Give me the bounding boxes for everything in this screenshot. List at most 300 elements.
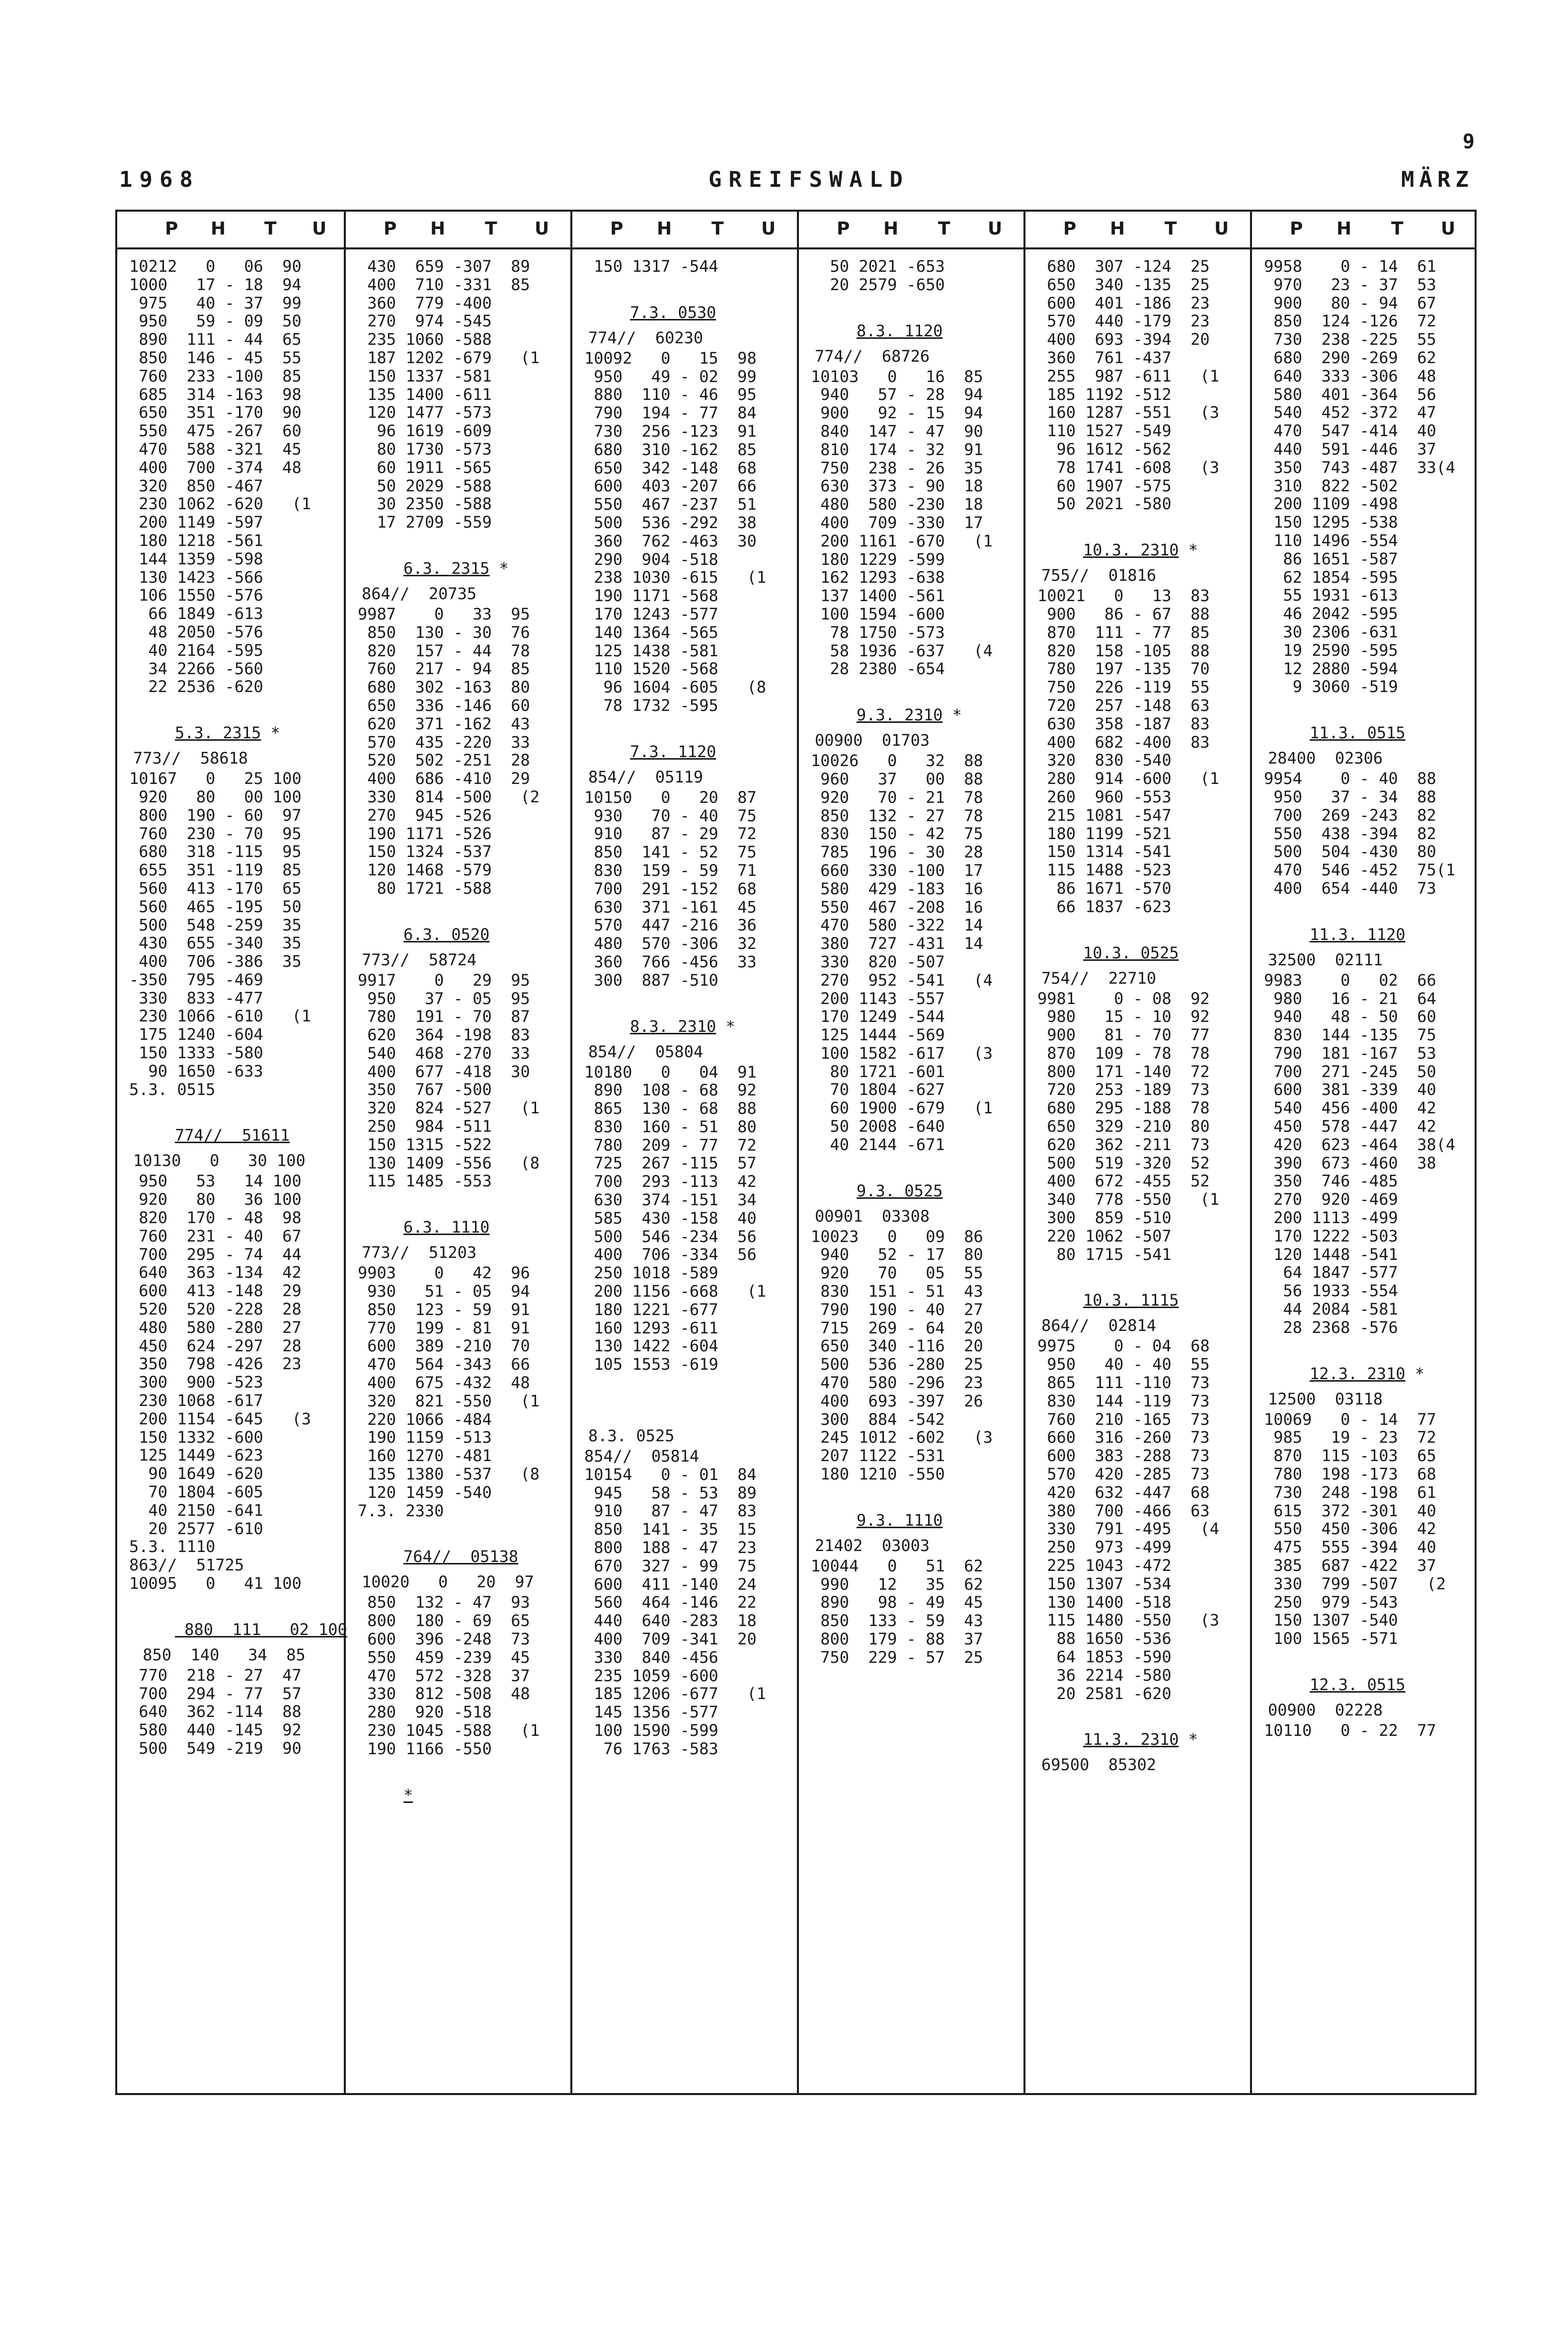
data-row: 350 767 -500 bbox=[358, 1080, 492, 1099]
data-row: 280 914 -600 (1 bbox=[1037, 769, 1220, 788]
data-row: 780 197 -135 70 bbox=[1037, 659, 1210, 679]
data-row: 960 37 00 88 bbox=[811, 769, 983, 788]
data-row: 60 1907 -575 bbox=[1037, 476, 1172, 495]
table-column bbox=[1023, 212, 1250, 2093]
station-date-line bbox=[811, 1177, 1019, 1205]
data-row: 187 1202 -679 (1 bbox=[358, 348, 540, 367]
station-date: 764// 05138 bbox=[403, 1547, 519, 1566]
data-row: 540 452 -372 47 bbox=[1264, 403, 1436, 422]
page-number: 9 bbox=[1463, 130, 1475, 153]
station-date: 11.3. 0515 bbox=[1310, 723, 1406, 743]
data-row: 950 37 - 05 95 bbox=[358, 989, 530, 1008]
data-row: 750 238 - 26 35 bbox=[811, 458, 983, 477]
data-row: 400 710 -331 85 bbox=[358, 275, 530, 294]
data-row: 854// 05814 bbox=[584, 1447, 700, 1466]
data-row: 380 700 -466 63 bbox=[1037, 1501, 1210, 1520]
data-row: 820 157 - 44 78 bbox=[358, 641, 530, 660]
column-label-p: P bbox=[384, 219, 397, 239]
station-code: 69500 85302 bbox=[1041, 1755, 1157, 1775]
data-row: 360 761 -437 bbox=[1037, 348, 1172, 367]
station-date: 9.3. 1110 bbox=[857, 1510, 943, 1530]
data-row: 600 401 -186 23 bbox=[1037, 293, 1210, 312]
data-row: 790 181 -167 53 bbox=[1264, 1043, 1436, 1063]
data-row: 150 1332 -600 bbox=[129, 1427, 263, 1447]
column-label-h: H bbox=[1336, 219, 1352, 239]
column-label-u: U bbox=[761, 219, 776, 239]
data-row: 400 700 -374 48 bbox=[129, 458, 302, 477]
data-row: 870 111 - 77 85 bbox=[1037, 623, 1210, 642]
data-row: 230 1062 -620 (1 bbox=[129, 494, 312, 514]
data-row: 540 468 -270 33 bbox=[358, 1043, 530, 1063]
data-row: 9917 0 29 95 bbox=[358, 970, 530, 990]
data-row: 640 362 -114 88 bbox=[129, 1702, 302, 1721]
data-row: 800 171 -140 72 bbox=[1037, 1062, 1210, 1081]
data-row: 400 693 -397 26 bbox=[811, 1391, 983, 1410]
data-row: 9954 0 - 40 88 bbox=[1264, 769, 1436, 788]
data-row: 890 98 - 49 45 bbox=[811, 1593, 983, 1612]
data-row: 950 37 - 34 88 bbox=[1264, 787, 1436, 806]
data-row: 135 1380 -537 (8 bbox=[358, 1465, 540, 1484]
data-row: 360 779 -400 bbox=[358, 293, 492, 312]
data-row: 700 291 -152 68 bbox=[584, 879, 757, 898]
table-column bbox=[117, 212, 347, 2093]
data-row: 86 1651 -587 bbox=[1264, 549, 1398, 568]
station-date-line bbox=[358, 1213, 566, 1241]
data-row: 10069 0 - 14 77 bbox=[1264, 1409, 1436, 1429]
data-row: 120 1468 -579 bbox=[358, 860, 492, 880]
data-row: 78 1750 -573 bbox=[811, 623, 945, 642]
data-row: 650 340 -116 20 bbox=[811, 1336, 983, 1356]
station-date-line bbox=[129, 719, 340, 747]
data-row: 144 1359 -598 bbox=[129, 549, 263, 568]
data-row: 330 840 -456 bbox=[584, 1647, 718, 1667]
data-row: 685 314 -163 98 bbox=[129, 385, 302, 404]
station-date-line bbox=[129, 1616, 347, 1643]
data-row: 150 1315 -522 bbox=[358, 1135, 492, 1154]
data-row: 870 109 - 78 78 bbox=[1037, 1043, 1210, 1063]
data-row: 750 226 -119 55 bbox=[1037, 678, 1210, 697]
data-row: 400 654 -440 73 bbox=[1264, 878, 1436, 898]
data-row: 70 1804 -627 bbox=[811, 1080, 945, 1099]
station-date-line bbox=[129, 1121, 340, 1149]
table-column bbox=[344, 212, 570, 2093]
data-row: 9903 0 42 96 bbox=[358, 1263, 530, 1283]
data-row: 5.3. 0515 bbox=[129, 1080, 216, 1099]
data-row: 125 1438 -581 bbox=[584, 641, 718, 660]
station-date: 9.3. 0525 bbox=[857, 1181, 943, 1200]
data-row: 550 459 -239 45 bbox=[358, 1647, 530, 1667]
station-date-line bbox=[358, 1543, 566, 1570]
data-row: 140 1364 -565 bbox=[584, 623, 718, 642]
column-label-h: H bbox=[430, 219, 446, 239]
station-date-line bbox=[1264, 719, 1473, 747]
data-row: 150 1314 -541 bbox=[1037, 842, 1172, 861]
data-row: 9981 0 - 08 92 bbox=[1037, 989, 1210, 1008]
data-row: 570 435 -220 33 bbox=[358, 732, 530, 752]
data-row: 255 987 -611 (1 bbox=[1037, 366, 1220, 386]
data-row: 920 80 00 100 bbox=[129, 787, 302, 806]
data-row: 880 110 - 46 95 bbox=[584, 385, 757, 404]
data-row: 730 248 -198 61 bbox=[1264, 1482, 1436, 1502]
data-row: 570 440 -179 23 bbox=[1037, 311, 1210, 331]
data-row: 500 536 -292 38 bbox=[584, 513, 757, 532]
data-row: 350 798 -426 23 bbox=[129, 1354, 302, 1374]
data-row: 330 814 -500 (2 bbox=[358, 787, 540, 806]
data-row: 790 190 - 40 27 bbox=[811, 1300, 983, 1319]
data-row: 135 1400 -611 bbox=[358, 385, 492, 404]
data-row: 440 591 -446 37 bbox=[1264, 439, 1436, 459]
station-date: 10.3. 2310 bbox=[1083, 541, 1179, 560]
data-row: 560 464 -146 22 bbox=[584, 1593, 757, 1612]
station-code: 850 140 34 85 bbox=[133, 1645, 306, 1664]
station-code: 864// 20735 bbox=[362, 584, 477, 603]
data-row: 400 672 -455 52 bbox=[1037, 1171, 1210, 1191]
station-code: 21402 03003 bbox=[815, 1536, 930, 1555]
column-label-t: T bbox=[711, 219, 724, 239]
data-row: 100 1594 -600 bbox=[811, 604, 945, 623]
data-row: 115 1488 -523 bbox=[1037, 860, 1172, 880]
data-row: 86 1671 -570 bbox=[1037, 878, 1172, 898]
data-row: 120 1448 -541 bbox=[1264, 1245, 1398, 1264]
data-row: 7.3. 2330 bbox=[358, 1501, 444, 1520]
data-row: 950 40 - 40 55 bbox=[1037, 1355, 1210, 1374]
column-label-h: H bbox=[1110, 219, 1125, 239]
data-row: 780 198 -173 68 bbox=[1264, 1465, 1436, 1484]
data-row: 76 1763 -583 bbox=[584, 1739, 718, 1758]
station-code: 773// 51203 bbox=[362, 1243, 477, 1262]
station-date: 10.3. 0525 bbox=[1083, 943, 1179, 962]
station-date-line bbox=[811, 701, 1019, 729]
data-row: 840 147 - 47 90 bbox=[811, 421, 983, 441]
data-row: 780 209 - 77 72 bbox=[584, 1135, 757, 1155]
data-row: 10044 0 51 62 bbox=[811, 1556, 983, 1575]
station-code: 854// 05804 bbox=[588, 1042, 704, 1061]
data-row: 480 580 -280 27 bbox=[129, 1318, 302, 1337]
data-row: 88 1650 -536 bbox=[1037, 1629, 1172, 1648]
data-row: 10167 0 25 100 bbox=[129, 769, 302, 788]
data-row: 730 238 -225 55 bbox=[1264, 330, 1436, 349]
station-date-line bbox=[358, 921, 566, 948]
data-row: 750 229 - 57 25 bbox=[811, 1647, 983, 1667]
column-label-t: T bbox=[1165, 219, 1177, 239]
column-header bbox=[1025, 212, 1250, 249]
data-row: 235 1060 -588 bbox=[358, 330, 492, 349]
data-row: 850 146 - 45 55 bbox=[129, 348, 302, 367]
data-row: 520 520 -228 28 bbox=[129, 1300, 302, 1319]
data-row: 115 1485 -553 bbox=[358, 1171, 492, 1191]
data-row: 470 564 -343 66 bbox=[358, 1355, 530, 1374]
data-row: 720 253 -189 73 bbox=[1037, 1080, 1210, 1099]
station-date: 5.3. 2315 bbox=[175, 723, 261, 743]
data-row: 10212 0 06 90 bbox=[129, 257, 302, 276]
data-row: 10150 0 20 87 bbox=[584, 787, 757, 807]
column-body bbox=[129, 257, 347, 1758]
station-code: 755// 01816 bbox=[1041, 566, 1157, 585]
data-row: 865 130 - 68 88 bbox=[584, 1099, 757, 1118]
data-row: 660 316 -260 73 bbox=[1037, 1428, 1210, 1447]
data-row: 360 766 -456 33 bbox=[584, 952, 757, 971]
data-row: 50 2021 -653 bbox=[811, 257, 945, 276]
station-code: 28400 02306 bbox=[1268, 749, 1383, 768]
data-row: 36 2214 -580 bbox=[1037, 1665, 1172, 1685]
station-code: 773// 58618 bbox=[133, 749, 248, 768]
data-row: 56 1933 -554 bbox=[1264, 1281, 1398, 1301]
data-row: 20 2579 -650 bbox=[811, 275, 945, 294]
data-row: 28 2368 -576 bbox=[1264, 1318, 1398, 1337]
data-row: 90 1649 -620 bbox=[129, 1464, 263, 1483]
data-row: 800 179 - 88 37 bbox=[811, 1630, 983, 1649]
data-row: 650 336 -146 60 bbox=[358, 696, 530, 715]
data-row: 680 295 -188 78 bbox=[1037, 1098, 1210, 1118]
data-row: 28 2380 -654 bbox=[811, 659, 945, 679]
station-code: 00900 01703 bbox=[815, 731, 930, 750]
data-row: 920 70 05 55 bbox=[811, 1263, 983, 1283]
data-row: 62 1854 -595 bbox=[1264, 567, 1398, 587]
data-row: 200 1143 -557 bbox=[811, 989, 945, 1008]
station-date-line bbox=[358, 1781, 566, 1809]
data-row: 550 475 -267 60 bbox=[129, 421, 302, 441]
data-row: 400 706 -334 56 bbox=[584, 1245, 757, 1264]
data-row: 480 570 -306 32 bbox=[584, 934, 757, 953]
data-row: 600 383 -288 73 bbox=[1037, 1446, 1210, 1466]
data-row: 185 1206 -677 (1 bbox=[584, 1684, 767, 1704]
data-row: 180 1218 -561 bbox=[129, 531, 263, 550]
data-row: 250 979 -543 bbox=[1264, 1592, 1398, 1612]
data-row: 330 833 -477 bbox=[129, 988, 263, 1008]
data-row: 900 92 - 15 94 bbox=[811, 403, 983, 423]
data-row: 110 1496 -554 bbox=[1264, 531, 1398, 550]
data-row: 620 364 -198 83 bbox=[358, 1025, 530, 1045]
data-row: 440 640 -283 18 bbox=[584, 1611, 757, 1631]
data-row: 238 1030 -615 (1 bbox=[584, 568, 767, 587]
column-body bbox=[584, 257, 793, 1758]
data-row: 450 624 -297 28 bbox=[129, 1336, 302, 1355]
data-row: 160 1293 -611 bbox=[584, 1318, 718, 1337]
data-row: 80 1721 -588 bbox=[358, 878, 492, 898]
data-row: 940 52 - 17 80 bbox=[811, 1245, 983, 1264]
column-label-p: P bbox=[610, 219, 624, 239]
data-row: 9987 0 33 95 bbox=[358, 604, 530, 623]
data-row: 9975 0 - 04 68 bbox=[1037, 1336, 1210, 1356]
data-row: 10092 0 15 98 bbox=[584, 348, 757, 368]
station-date-line bbox=[1037, 1286, 1246, 1314]
data-row: 10154 0 - 01 84 bbox=[584, 1465, 757, 1484]
data-row: 320 850 -467 bbox=[129, 476, 263, 495]
station-date-line bbox=[584, 1012, 793, 1040]
data-row: 64 1853 -590 bbox=[1037, 1647, 1172, 1666]
data-row: 680 290 -269 62 bbox=[1264, 348, 1436, 367]
data-row: 650 351 -170 90 bbox=[129, 403, 302, 422]
data-row: 820 158 -105 88 bbox=[1037, 641, 1210, 660]
data-row: 830 159 - 59 71 bbox=[584, 860, 757, 880]
station-date: 7.3. 1120 bbox=[630, 742, 716, 761]
data-row: 30 2306 -631 bbox=[1264, 622, 1398, 641]
data-row: 10103 0 16 85 bbox=[811, 367, 983, 386]
data-row: 50 2029 -588 bbox=[358, 476, 492, 495]
station-code: 12500 03118 bbox=[1268, 1389, 1383, 1408]
data-row: 870 115 -103 65 bbox=[1264, 1446, 1436, 1466]
data-row: 70 1804 -605 bbox=[129, 1482, 263, 1502]
data-row: 700 293 -113 42 bbox=[584, 1172, 757, 1191]
data-row: 620 371 -162 43 bbox=[358, 714, 530, 733]
data-row: 310 822 -502 bbox=[1264, 476, 1398, 495]
data-row: 170 1222 -503 bbox=[1264, 1226, 1398, 1246]
station-date-line bbox=[811, 1506, 1019, 1534]
data-row: 300 859 -510 bbox=[1037, 1208, 1172, 1228]
data-row: 190 1166 -550 bbox=[358, 1739, 492, 1758]
data-row: 320 821 -550 (1 bbox=[358, 1391, 540, 1410]
data-row: 106 1550 -576 bbox=[129, 586, 263, 605]
data-row: 850 141 - 35 15 bbox=[584, 1520, 757, 1539]
station-date: 880 111 02 100 bbox=[175, 1620, 347, 1639]
column-header bbox=[799, 212, 1023, 249]
data-row: 78 1732 -595 bbox=[584, 696, 718, 715]
data-row: 400 682 -400 83 bbox=[1037, 732, 1210, 752]
station-code: 773// 58724 bbox=[362, 950, 477, 969]
data-row: 300 887 -510 bbox=[584, 970, 718, 990]
data-row: 207 1122 -531 bbox=[811, 1446, 945, 1466]
data-row: 850 123 - 59 91 bbox=[358, 1300, 530, 1319]
data-row: 78 1741 -608 (3 bbox=[1037, 458, 1220, 477]
data-row: 720 257 -148 63 bbox=[1037, 696, 1210, 715]
data-row: 30 2350 -588 bbox=[358, 494, 492, 514]
data-row: 10023 0 09 86 bbox=[811, 1227, 983, 1246]
data-row: 850 130 - 30 76 bbox=[358, 623, 530, 642]
data-row: 1000 17 - 18 94 bbox=[129, 275, 302, 294]
column-header bbox=[572, 212, 797, 249]
data-row: 270 952 -541 (4 bbox=[811, 970, 993, 990]
data-row: 350 743 -487 33(4 bbox=[1264, 458, 1456, 477]
data-row: 700 294 - 77 57 bbox=[129, 1684, 302, 1703]
data-row: 655 351 -119 85 bbox=[129, 860, 302, 880]
table-column bbox=[797, 212, 1023, 2093]
data-row: 630 373 - 90 18 bbox=[811, 476, 983, 496]
column-label-u: U bbox=[1214, 219, 1229, 239]
data-row: 770 218 - 27 47 bbox=[129, 1665, 302, 1685]
data-row: 190 1159 -513 bbox=[358, 1428, 492, 1447]
station-date: * bbox=[403, 1785, 413, 1804]
data-row: 350 746 -485 bbox=[1264, 1171, 1398, 1191]
data-row: 600 396 -248 73 bbox=[358, 1630, 530, 1649]
data-row: 760 210 -165 73 bbox=[1037, 1409, 1210, 1429]
column-body bbox=[1037, 257, 1246, 1776]
data-row: 215 1081 -547 bbox=[1037, 805, 1172, 825]
data-row: 150 1333 -580 bbox=[129, 1043, 263, 1063]
data-row: 900 86 - 67 88 bbox=[1037, 604, 1210, 623]
data-row: 980 15 - 10 92 bbox=[1037, 1007, 1210, 1026]
data-row: 650 340 -135 25 bbox=[1037, 275, 1210, 294]
station-date: 12.3. 0515 bbox=[1310, 1675, 1406, 1694]
data-row: 470 580 -322 14 bbox=[811, 916, 983, 935]
data-row: 145 1356 -577 bbox=[584, 1703, 718, 1722]
data-row: 96 1619 -609 bbox=[358, 421, 492, 441]
data-row: 20 2577 -610 bbox=[129, 1519, 263, 1538]
station-date-line bbox=[811, 317, 1019, 345]
data-row: 96 1612 -562 bbox=[1037, 439, 1172, 459]
data-row: 550 467 -237 51 bbox=[584, 495, 757, 514]
data-row: 950 53 14 100 bbox=[129, 1171, 302, 1191]
data-row: 9958 0 - 14 61 bbox=[1264, 257, 1436, 276]
column-body bbox=[811, 257, 1019, 1667]
data-row: 115 1480 -550 (3 bbox=[1037, 1611, 1220, 1630]
data-row: 120 1477 -573 bbox=[358, 403, 492, 422]
station-mark: * bbox=[499, 558, 509, 578]
station-date: 11.3. 1120 bbox=[1310, 925, 1406, 944]
data-row: 185 1192 -512 bbox=[1037, 385, 1172, 404]
data-row: 110 1527 -549 bbox=[1037, 421, 1172, 441]
station-code: 854// 05119 bbox=[588, 767, 704, 786]
data-row: 930 70 - 40 75 bbox=[584, 806, 757, 825]
data-row: 400 675 -432 48 bbox=[358, 1373, 530, 1393]
column-header bbox=[346, 212, 570, 249]
data-row: 600 411 -140 24 bbox=[584, 1574, 757, 1594]
data-row: -350 795 -469 bbox=[129, 970, 263, 989]
column-label-p: P bbox=[1063, 219, 1077, 239]
data-row: 10180 0 04 91 bbox=[584, 1062, 757, 1082]
column-label-t: T bbox=[938, 219, 950, 239]
data-row: 450 578 -447 42 bbox=[1264, 1117, 1436, 1136]
station-date-line bbox=[1264, 1671, 1473, 1699]
data-row: 820 170 - 48 98 bbox=[129, 1208, 302, 1228]
data-row: 640 333 -306 48 bbox=[1264, 366, 1436, 386]
data-row: 22 2536 -620 bbox=[129, 677, 263, 697]
data-row: 9 3060 -519 bbox=[1264, 677, 1398, 697]
data-row: 585 430 -158 40 bbox=[584, 1208, 757, 1228]
station-code: 8.3. 0525 bbox=[588, 1426, 675, 1446]
data-row: 615 372 -301 40 bbox=[1264, 1501, 1436, 1520]
data-row: 785 196 - 30 28 bbox=[811, 843, 983, 862]
data-row: 580 429 -183 16 bbox=[811, 879, 983, 898]
data-row: 470 588 -321 45 bbox=[129, 439, 302, 459]
data-row: 320 824 -527 (1 bbox=[358, 1098, 540, 1118]
station-date-line bbox=[1264, 1360, 1473, 1388]
data-row: 950 49 - 02 99 bbox=[584, 367, 757, 386]
data-row: 680 307 -124 25 bbox=[1037, 257, 1210, 276]
data-row: 50 2021 -580 bbox=[1037, 494, 1172, 514]
data-row: 945 58 - 53 89 bbox=[584, 1483, 757, 1502]
station-code: 754// 22710 bbox=[1041, 968, 1157, 988]
data-row: 380 727 -431 14 bbox=[811, 934, 983, 953]
data-row: 830 144 -119 73 bbox=[1037, 1391, 1210, 1410]
data-row: 985 19 - 23 72 bbox=[1264, 1428, 1436, 1447]
data-row: 60 1911 -565 bbox=[358, 458, 492, 477]
data-row: 180 1210 -550 bbox=[811, 1465, 945, 1484]
column-label-u: U bbox=[1441, 219, 1456, 239]
data-row: 96 1604 -605 (8 bbox=[584, 678, 767, 697]
data-row: 150 1295 -538 bbox=[1264, 513, 1398, 532]
data-row: 760 233 -100 85 bbox=[129, 366, 302, 386]
column-label-h: H bbox=[883, 219, 899, 239]
data-row: 330 791 -495 (4 bbox=[1037, 1519, 1220, 1539]
station-date-line bbox=[584, 738, 793, 766]
data-row: 430 659 -307 89 bbox=[358, 257, 530, 276]
data-row: 40 2144 -671 bbox=[811, 1135, 945, 1154]
data-row: 50 2008 -640 bbox=[811, 1117, 945, 1136]
data-row: 170 1249 -544 bbox=[811, 1007, 945, 1026]
station-date-line bbox=[1037, 939, 1246, 967]
data-row: 125 1449 -623 bbox=[129, 1446, 263, 1465]
data-row: 500 536 -280 25 bbox=[811, 1355, 983, 1374]
data-row: 220 1066 -484 bbox=[358, 1409, 492, 1429]
data-row: 220 1062 -507 bbox=[1037, 1226, 1172, 1246]
data-row: 760 217 - 94 85 bbox=[358, 659, 530, 679]
data-row: 400 693 -394 20 bbox=[1037, 330, 1210, 349]
data-row: 920 80 36 100 bbox=[129, 1190, 302, 1209]
data-row: 600 389 -210 70 bbox=[358, 1336, 530, 1356]
data-row: 360 762 -463 30 bbox=[584, 531, 757, 550]
station-mark: * bbox=[1188, 541, 1198, 560]
data-row: 800 190 - 60 97 bbox=[129, 805, 302, 825]
